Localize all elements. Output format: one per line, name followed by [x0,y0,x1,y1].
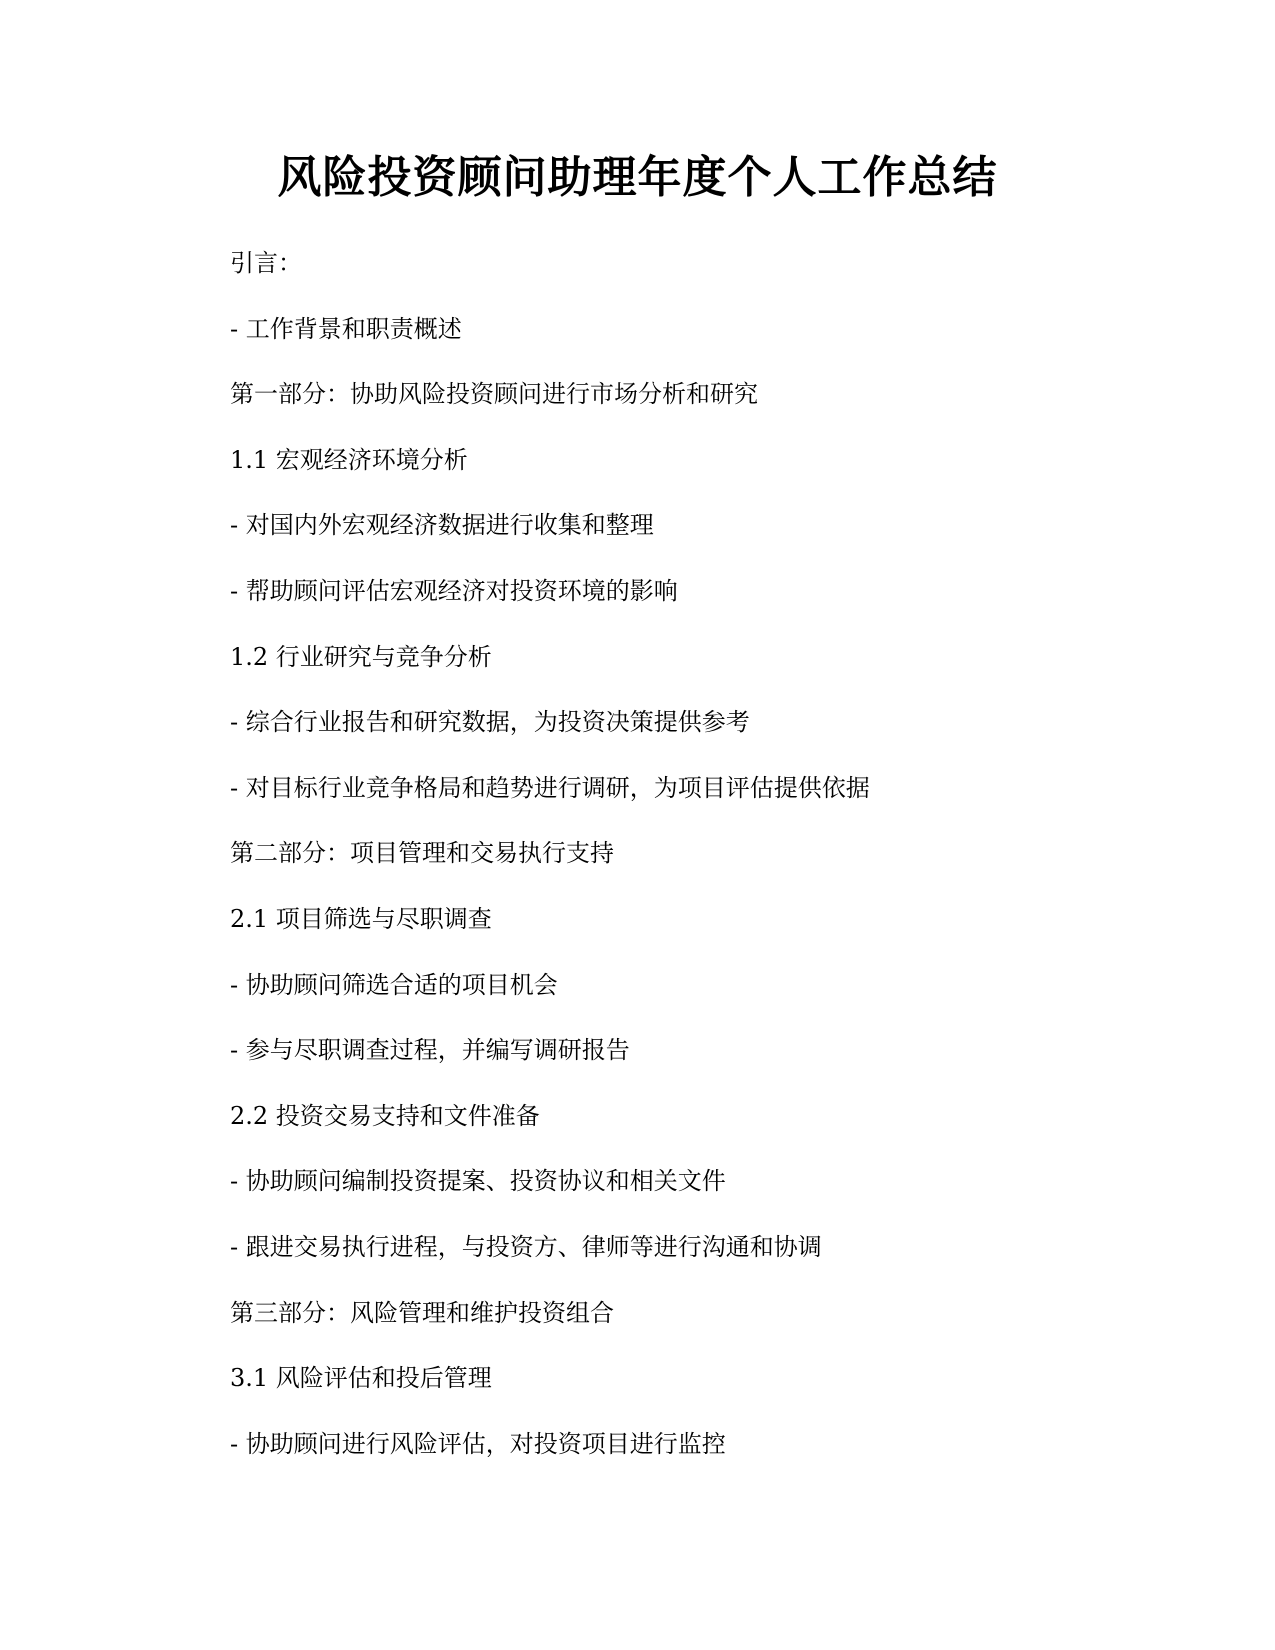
document-body [230,246,1090,1492]
intro-heading: 引言： [230,249,302,277]
section-heading: 第二部分：项目管理和交易执行支持 [230,839,614,868]
list-item: - 跟进交易执行进程，与投资方、律师等进行沟通和协调 [230,1232,822,1261]
list-item: - 协助顾问进行风险评估，对投资项目进行监控 [230,1429,726,1458]
list-item: - 对国内外宏观经济数据进行收集和整理 [230,511,654,540]
list-item: - 对目标行业竞争格局和趋势进行调研，为项目评估提供依据 [230,773,870,802]
list-item: - 综合行业报告和研究数据，为投资决策提供参考 [230,708,750,737]
subsection-heading: 1.1 宏观经济环境分析 [230,445,468,474]
list-item: - 帮助顾问评估宏观经济对投资环境的影响 [230,576,678,605]
list-item: - 参与尽职调查过程，并编写调研报告 [230,1036,630,1065]
subsection-heading: 2.1 项目筛选与尽职调查 [230,904,492,933]
subsection-heading: 1.2 行业研究与竞争分析 [230,642,492,671]
document-title: 风险投资顾问助理年度个人工作总结 [277,152,998,203]
section-heading: 第三部分：风险管理和维护投资组合 [230,1298,614,1327]
list-item: - 协助顾问编制投资提案、投资协议和相关文件 [230,1167,726,1196]
subsection-heading: 2.2 投资交易支持和文件准备 [230,1101,540,1130]
section-heading: 第一部分：协助风险投资顾问进行市场分析和研究 [230,380,758,409]
subsection-heading: 3.1 风险评估和投后管理 [230,1364,492,1393]
list-item: - 工作背景和职责概述 [230,314,462,343]
list-item: - 协助顾问筛选合适的项目机会 [230,970,558,999]
